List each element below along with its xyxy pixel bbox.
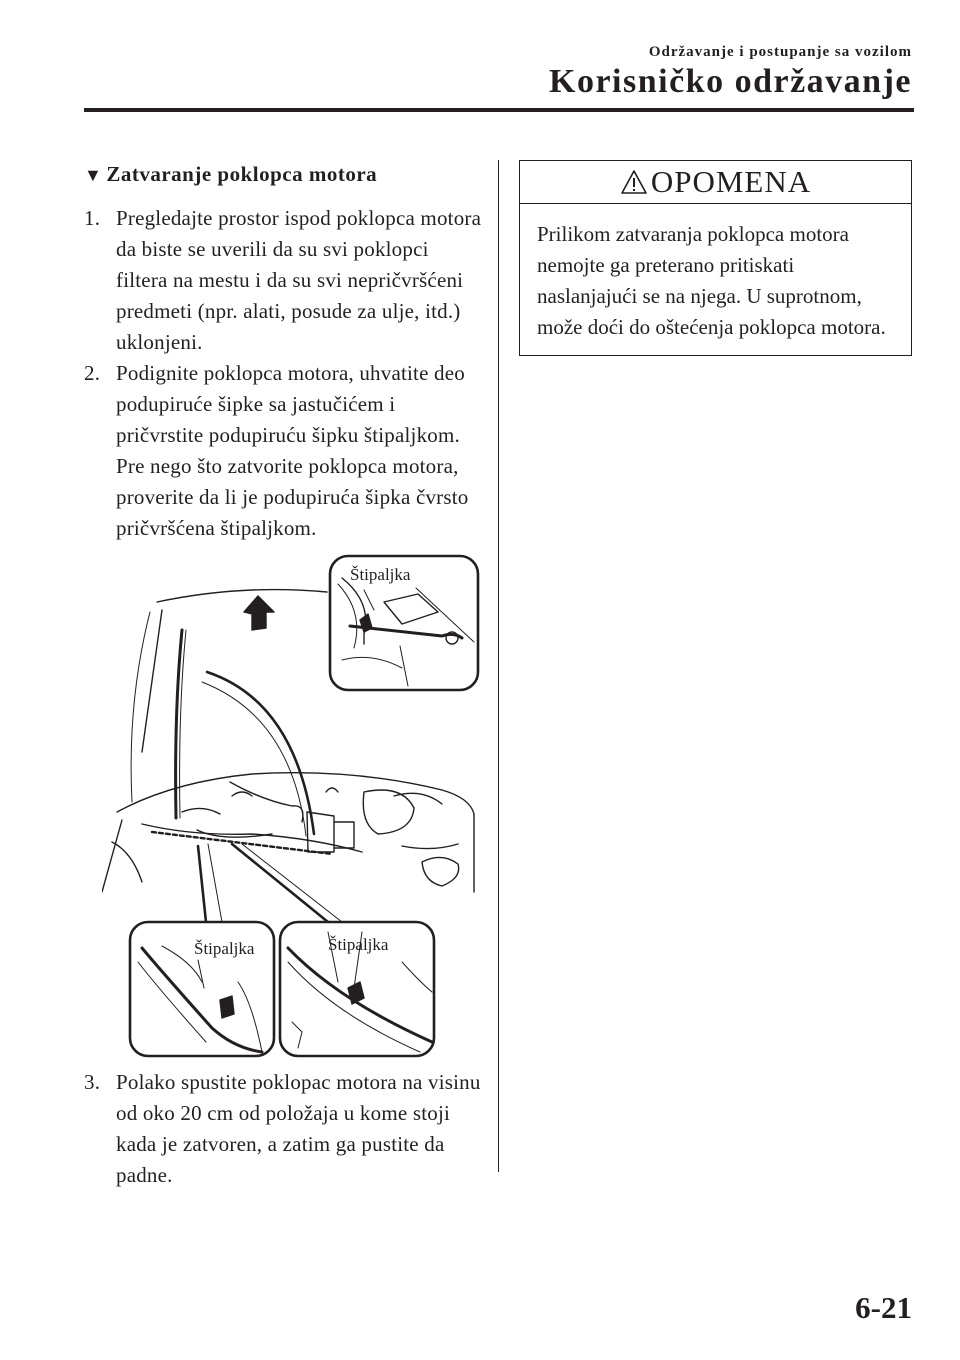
step-text: Polako spustite poklopac motora na visinu od oko 20 cm od položaja u kome stoji kada je zatvoren, a zatim ga pustite da padne.	[116, 1070, 481, 1187]
clip-label-top: Štipaljka	[350, 565, 411, 584]
step-item	[84, 1067, 484, 1191]
triangle-marker-icon: ▼	[84, 165, 103, 185]
header-rule	[84, 108, 914, 112]
inset-top-right	[330, 556, 478, 690]
step-number: 3.	[84, 1070, 101, 1094]
step-text: Pregledajte prostor ispod poklopca motora da biste se uverili da su svi poklopci filtera na mestu i da su svi nepričvršćeni predmeti (npr. alati, posude za ulje, itd.) uklonjeni.	[116, 206, 482, 354]
step-item	[84, 203, 484, 358]
warning-triangle-icon	[620, 169, 648, 195]
warning-box	[519, 160, 912, 356]
engine-hood-illustration	[102, 552, 482, 1060]
up-arrow-icon	[244, 596, 274, 630]
step-item	[84, 358, 484, 544]
step-number: 1.	[84, 206, 101, 230]
step-text: Podignite poklopca motora, uhvatite deo podupiruće šipke sa jastučićem i pričvrstite podupiruću šipku štipaljkom. Pre nego što zatvorite poklopca motora, proverite da li je podupiruća šipka čvrsto pričvršćena štipaljkom.	[116, 361, 469, 540]
inset-bottom-left	[130, 922, 274, 1056]
running-header-title: Korisničko održavanje	[549, 63, 912, 100]
clip-label-bottom-right: Štipaljka	[328, 935, 389, 954]
warning-header	[520, 161, 911, 204]
running-header-subtitle: Održavanje i postupanje sa vozilom	[648, 44, 912, 60]
inset-bottom-right	[280, 922, 434, 1056]
warning-text: Prilikom zatvaranja poklopca motora nemojte ga preterano pritiskati naslanjajući se na njega. U suprotnom, može doći do oštećenja poklopca motora.	[537, 222, 886, 339]
steps-list	[84, 203, 484, 544]
step-number: 2.	[84, 361, 101, 385]
section-heading	[84, 160, 484, 189]
page-number: 6-21	[855, 1290, 912, 1325]
section-heading-text: Zatvaranje poklopca motora	[106, 162, 378, 186]
steps-list-continued	[84, 1067, 484, 1191]
column-divider	[498, 160, 499, 1172]
clip-label-bottom-left: Štipaljka	[194, 939, 255, 958]
warning-title: OPOMENA	[650, 164, 812, 199]
